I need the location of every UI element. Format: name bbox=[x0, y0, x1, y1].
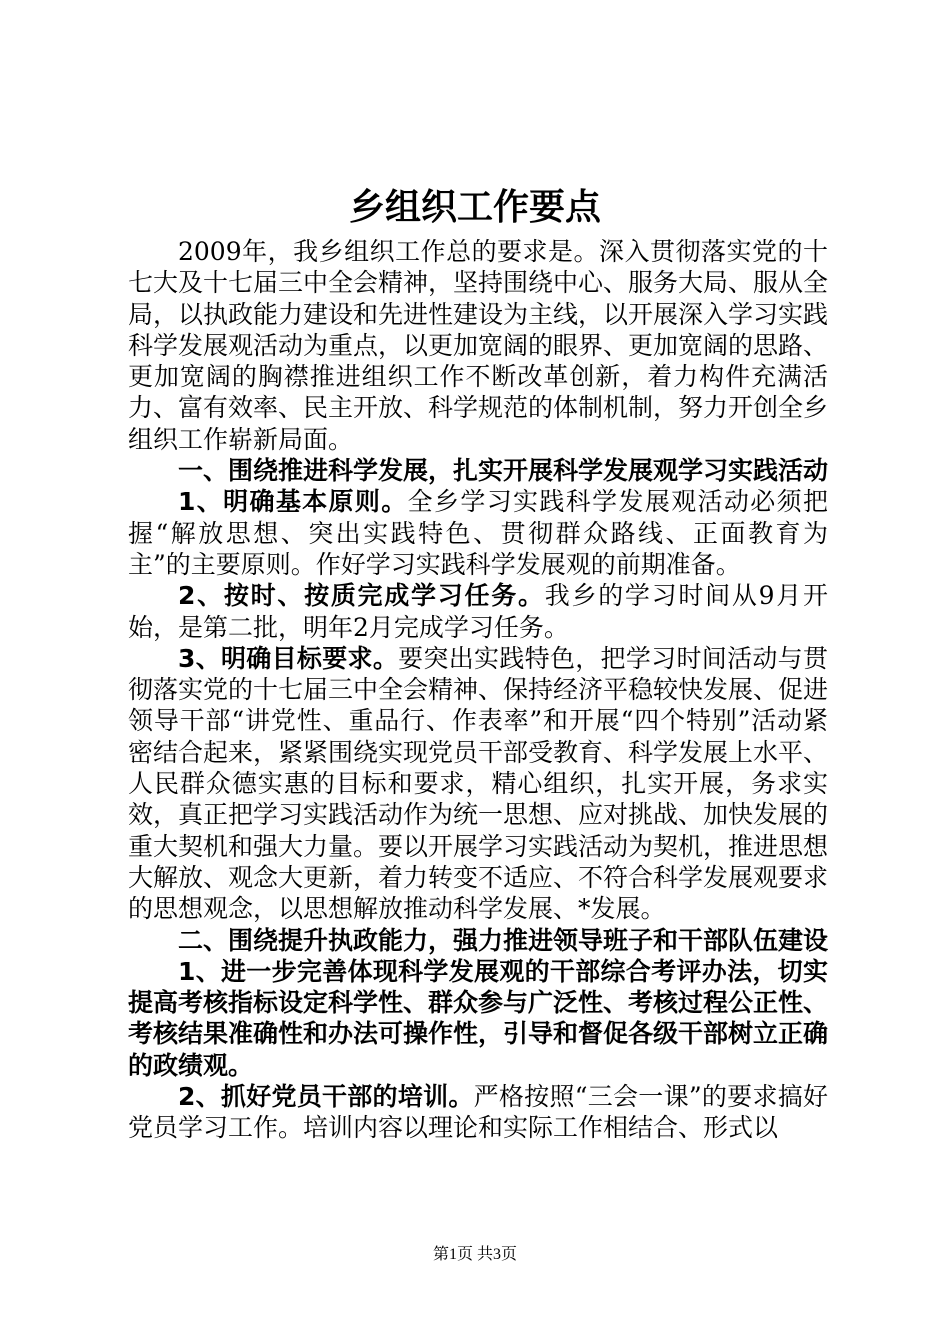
paragraph-text: 2009年，我乡组织工作总的要求是。深入贯彻落实党的十七大及十七届三中全会精神，坚持围绕中心、服务大局、服从全局，以执政能力建设和先进性建设为主线，以开展深入学习实践科学发展观活动为重点，以更加宽阔的眼界、更加宽阔的思路、更加宽阔的胸襟推进组织工作不断改革创新，着力构件充满活力、富有效率、民主开放、科学规范的体制机制，努力开创全乡组织工作崭新局面。 bbox=[128, 237, 829, 454]
paragraph-text: 我乡的学习时间从9月开始，是第二批，明年2月完成学习任务。 bbox=[128, 581, 828, 642]
paragraph-1-3 bbox=[128, 643, 828, 925]
page-footer: 第1页 共3页 bbox=[432, 1246, 517, 1263]
paragraph-text: 严格按照“三会一课”的要求搞好党员学习工作。培训内容以理论和实际工作相结合、形式以 bbox=[128, 1082, 828, 1143]
document-body bbox=[128, 236, 828, 1144]
section-heading-2 bbox=[128, 925, 828, 956]
paragraph-text: 要突出实践特色，把学习时间活动与贯彻落实党的十七届三中全会精神、保持经济平稳较快发展、促进领导干部“讲党性、重品行、作表率”和开展“四个特别”活动紧密结合起来，紧紧围绕实现党员干部受教育、科学发展上水平、人民群众德实惠的目标和要求，精心组织，扎实开展，务求实效，真正把学习实践活动作为统一思想、应对挑战、加快发展的重大契机和强大力量。要以开展学习实践活动为契机，推进思想大解放、观念大更新，着力转变不适应、不符合科学发展观要求的思想观念，以思想解放推动科学发展、*发展。 bbox=[128, 643, 829, 924]
paragraph-lead: 2、按时、按质完成学习任务。 bbox=[178, 581, 545, 611]
document-title: 乡组织工作要点 bbox=[348, 187, 601, 228]
paragraph-2-1 bbox=[128, 956, 828, 1081]
paragraph-intro bbox=[128, 236, 828, 455]
paragraph-2-2 bbox=[128, 1081, 828, 1144]
paragraph-lead: 一、围绕推进科学发展，扎实开展科学发展观学习实践活动 bbox=[178, 456, 829, 486]
paragraph-1-2 bbox=[128, 580, 828, 643]
section-heading-1 bbox=[128, 455, 828, 486]
paragraph-lead: 2、抓好党员干部的培训。 bbox=[178, 1082, 474, 1112]
paragraph-lead: 1、进一步完善体现科学发展观的干部综合考评办法，切实提高考核指标设定科学性、群众参与广泛性、考核过程公正性、考核结果准确性和办法可操作性，引导和督促各级干部树立正确的政绩观。 bbox=[128, 956, 829, 1080]
paragraph-lead: 1、明确基本原则。 bbox=[178, 487, 408, 517]
paragraph-lead: 3、明确目标要求。 bbox=[178, 643, 399, 673]
paragraph-text: 全乡学习实践科学发展观活动必须把握“解放思想、突出实践特色、贯彻群众路线、正面教育为主”的主要原则。作好学习实践科学发展观的前期准备。 bbox=[128, 487, 828, 579]
paragraph-lead: 二、围绕提升执政能力，强力推进领导班子和干部队伍建设 bbox=[178, 925, 829, 955]
paragraph-1-1 bbox=[128, 486, 828, 580]
